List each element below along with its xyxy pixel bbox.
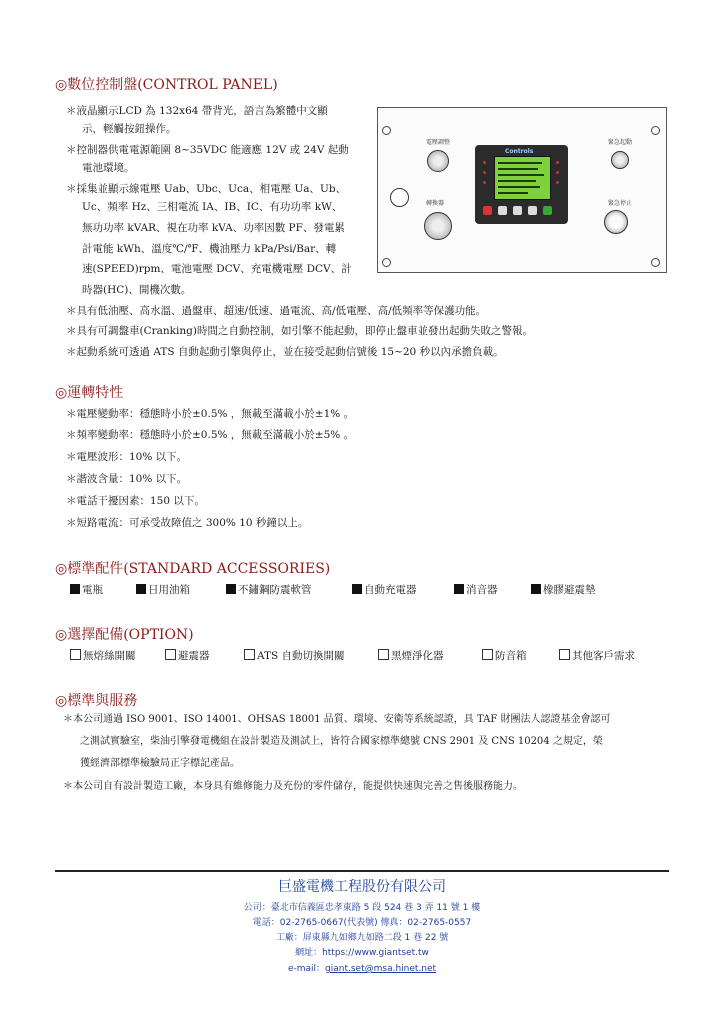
section-title-service: ◎標準與服務 <box>55 693 138 709</box>
manual-button-icon <box>498 206 507 215</box>
filled-checkbox-icon <box>136 584 146 594</box>
screw-icon <box>382 258 391 267</box>
bullet-line: ＊電壓波形：10% 以下。 <box>66 451 188 463</box>
empty-checkbox-icon <box>244 649 255 660</box>
company-website[interactable]: 網址：https://www.giantset.tw <box>295 948 429 958</box>
footer-divider <box>55 870 669 872</box>
bullet-line: 之測試實驗室，柴油引擎發電機組在設計製造及測試上，皆符合國家標準總號 CNS 2901 及 CNS 10204 之規定，榮 <box>80 736 603 747</box>
led-icon <box>483 161 486 164</box>
bullet-line: ＊電壓變動率：穩態時小於±0.5% ，無載至滿載小於±1% 。 <box>66 408 355 420</box>
led-icon <box>483 181 486 184</box>
section-title-operation: ◎運轉特性 <box>55 385 124 401</box>
led-icon <box>556 171 559 174</box>
option-item: ATS 自動切換開關 <box>244 648 345 663</box>
led-icon <box>556 181 559 184</box>
bullet-line: ＊起動系統可透過 ATS 自動起動引擎與停止，並在接受起動信號後 15~20 秒以內承擔負載。 <box>66 346 504 358</box>
option-item: 防音箱 <box>482 648 527 663</box>
section-title-options: ◎選擇配備(OPTION) <box>55 627 194 643</box>
emergency-stop-label: 緊急停止 <box>608 200 633 207</box>
company-name: 巨盛電機工程股份有限公司 <box>278 879 446 895</box>
key-switch-icon <box>611 151 629 169</box>
selector-label: 轉換器 <box>426 200 445 207</box>
bullet-line: ＊具有可調盤車(Cranking)時間之自動控制，如引擎不能起動，即停止盤車並發出起動失敗之警報。 <box>66 325 533 337</box>
screw-icon <box>651 126 660 135</box>
accessory-item: 不鏽鋼防震軟管 <box>226 582 312 597</box>
email-link[interactable]: giant.set@msa.hinet.net <box>325 964 437 974</box>
bullet-line: 示，輕觸按鈕操作。 <box>82 123 177 135</box>
led-icon <box>483 171 486 174</box>
bullet-line: ＊具有低油壓、高水溫、過盤車、超速/低速、過電流、高/低電壓、高/低頻率等保護功能。 <box>66 305 487 317</box>
bullet-line: 電池環境。 <box>82 162 135 174</box>
bullet-line: ＊採集並顯示線電壓 Uab、Ubc、Uca、相電壓 Ua、Ub、 <box>66 183 347 195</box>
filled-checkbox-icon <box>352 584 362 594</box>
led-icon <box>556 161 559 164</box>
screw-icon <box>382 126 391 135</box>
bullet-line: ＊頻率變動率：穩態時小於±0.5% ，無載至滿載小於±5% 。 <box>66 429 355 441</box>
option-item: 其他客戶需求 <box>559 648 635 663</box>
bullet-line: ＊本公司通過 ISO 9001、ISO 14001、OHSAS 18001 品質、環境、安衛等系統認證，具 TAF 財團法人認證基金會認可 <box>63 714 611 725</box>
section-title-control-panel: ◎數位控制盤(CONTROL PANEL) <box>55 77 278 93</box>
bullet-line: ＊電話干擾因素：150 以下。 <box>66 495 205 507</box>
test-button-icon <box>528 206 537 215</box>
bullet-line: ＊控制器供電電源範圍 8~35VDC 能適應 12V 或 24V 起動 <box>66 144 349 156</box>
company-address: 公司：臺北市信義區忠孝東路 5 段 524 巷 3 弄 11 號 1 樓 <box>243 903 481 913</box>
screw-icon <box>651 258 660 267</box>
empty-checkbox-icon <box>378 649 389 660</box>
selector-switch-icon <box>424 212 452 240</box>
empty-checkbox-icon <box>482 649 493 660</box>
filled-checkbox-icon <box>226 584 236 594</box>
accessory-item: 橡膠避震墊 <box>531 582 596 597</box>
voltage-adjust-label: 電壓調整 <box>426 139 451 146</box>
bullet-line: 無功功率 kVAR、視在功率 kVA、功率因數 PF、發電累 <box>82 222 345 234</box>
bullet-line: Uc、頻率 Hz、三相電流 IA、IB、IC、有功功率 kW、 <box>82 201 343 213</box>
bullet-line: ＊本公司自有設計製造工廠，本身具有維修能力及充份的零件儲存，能提供快速與完善之售後服務能力。 <box>63 781 523 792</box>
accessory-item: 日用油箱 <box>136 582 190 597</box>
factory-address: 工廠：屏東縣九如鄉九如路二段 1 巷 22 號 <box>275 933 449 943</box>
emergency-stop-button-icon <box>604 210 628 234</box>
voltage-adjust-knob-icon <box>427 150 449 172</box>
company-email: e-mail：giant.set@msa.hinet.net <box>287 964 437 974</box>
empty-checkbox-icon <box>70 649 81 660</box>
auto-button-icon <box>513 206 522 215</box>
bullet-line: ＊液晶顯示LCD 為 132x64 帶背光，語言為繁體中文顯 <box>66 105 328 117</box>
empty-checkbox-icon <box>559 649 570 660</box>
section-title-standard-accessories: ◎標準配件(STANDARD ACCESSORIES) <box>55 561 331 577</box>
controller-brand: Controls <box>505 148 534 155</box>
controller-module <box>475 145 568 224</box>
bullet-line: 速(SPEED)rpm、電池電壓 DCV、充電機電壓 DCV、計 <box>82 263 352 275</box>
empty-checkbox-icon <box>165 649 176 660</box>
filled-checkbox-icon <box>70 584 80 594</box>
emergency-start-label: 緊急起動 <box>608 139 633 146</box>
filled-checkbox-icon <box>531 584 541 594</box>
option-item: 無熔絲開關 <box>70 648 136 663</box>
control-panel-image <box>377 107 667 273</box>
accessory-item: 消音器 <box>454 582 498 597</box>
accessory-item: 電瓶 <box>70 582 103 597</box>
bullet-line: 計電能 kWh、溫度℃/℉、機油壓力 kPa/Psi/Bar、轉 <box>82 243 337 255</box>
filled-checkbox-icon <box>454 584 464 594</box>
bullet-line: ＊諧波含量：10% 以下。 <box>66 473 188 485</box>
company-phone: 電話：02-2765-0667(代表號) 傳真：02-2765-0557 <box>252 918 472 928</box>
stop-button-icon <box>483 206 492 215</box>
bullet-line: 時器(HC)、開機次數。 <box>82 284 192 296</box>
round-hole-icon <box>390 188 409 207</box>
start-button-icon <box>543 206 552 215</box>
bullet-line: ＊短路電流：可承受故障值之 300% 10 秒鐘以上。 <box>66 517 309 529</box>
option-item: 黑煙淨化器 <box>378 648 444 663</box>
lcd-screen <box>494 156 551 200</box>
accessory-item: 自動充電器 <box>352 582 417 597</box>
bullet-line: 獲經濟部標準檢驗局正字標記產品。 <box>80 758 240 769</box>
option-item: 避震器 <box>165 648 210 663</box>
